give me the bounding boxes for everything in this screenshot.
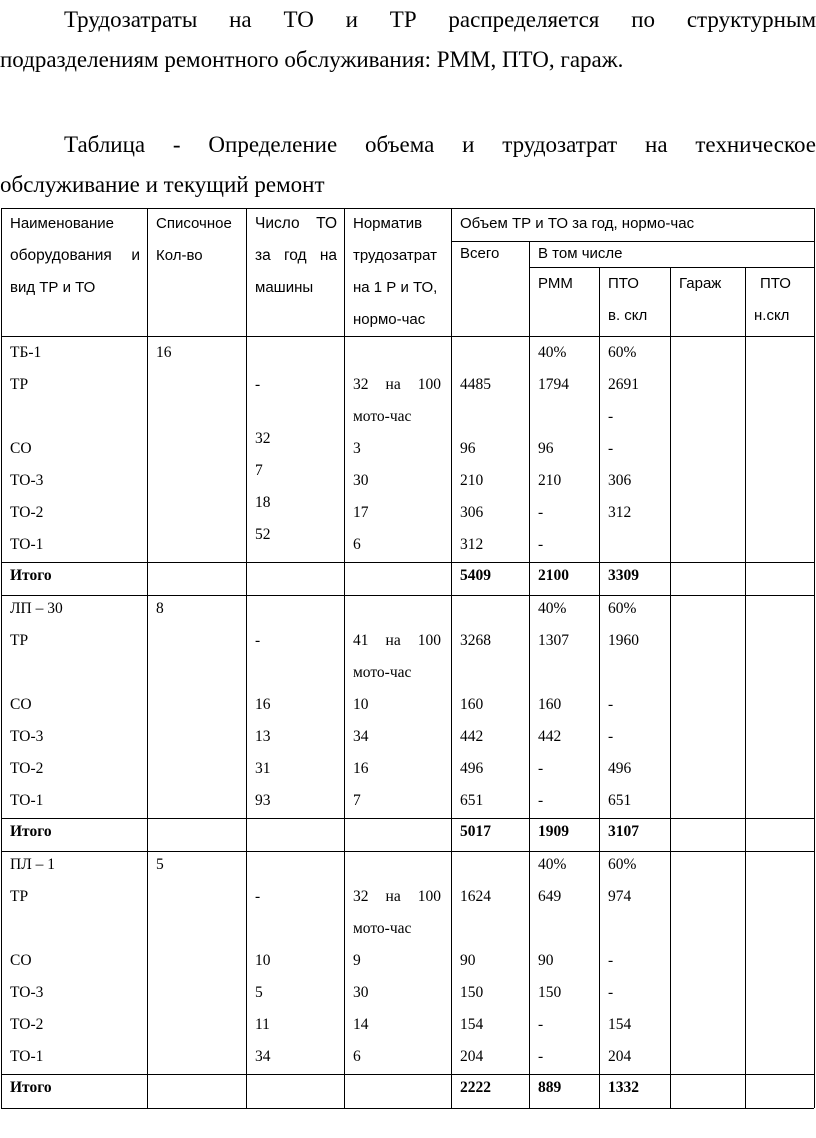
row-norm-2-3: 34 [353,728,369,745]
header-norm-3: на 1 Р и ТО, [353,279,438,296]
row-total-2-2: 160 [460,696,484,713]
row-total-1-2: 96 [460,440,476,457]
row-norm-2-5: 7 [353,792,361,809]
row-number-2-4: 31 [255,760,271,777]
row-rmm-3-3: 90 [538,952,554,969]
row-norm-1-3: 30 [353,472,369,489]
header-divider-volume [451,241,814,242]
row-total-2-3: 442 [460,728,484,745]
row-pto-2-0: 60% [608,600,637,617]
row-total-3-4: 154 [460,1016,484,1033]
row-rmm-2-1: 1307 [538,632,569,649]
row-norm-2-0-word-0: 41 [353,632,369,649]
row-name-1-6: ТО-1 [10,536,44,553]
row-number-2-5: 93 [255,792,271,809]
row-name-3-3: СО [10,952,32,969]
intro-line-2: подразделениям ремонтного обслуживания: РММ, ПТО, гараж. [0,47,624,72]
row-rmm-3-4: 150 [538,984,562,1001]
row-name-3-6: ТО-1 [10,1048,44,1065]
row-name-3-0: ПЛ – 1 [10,856,55,873]
summary-rmm-1: 2100 [538,567,569,584]
header-count-2: Кол-во [156,247,203,264]
row-name-2-3: СО [10,696,32,713]
row-norm-3-2: 9 [353,952,361,969]
row-rmm-2-0: 40% [538,600,567,617]
col-divider-5 [529,241,530,1108]
header-rmm: РММ [538,275,573,292]
row-number-2-2: 16 [255,696,271,713]
row-number-2-3: 13 [255,728,271,745]
row-pto-1-5: 312 [608,504,632,521]
row-norm-1-0-word-2: 100 [417,376,441,393]
row-norm-2-4: 16 [353,760,369,777]
row-name-2-1: ТР [10,632,29,649]
row-pto-3-1: 974 [608,888,632,905]
header-total: Всего [460,245,500,262]
row-rmm-3-1: 649 [538,888,562,905]
col-divider-4 [451,208,452,1108]
summary-total-3: 2222 [460,1079,491,1096]
row-rmm-2-5: - [538,760,544,777]
row-norm-3-0-word-0: 32 [353,888,369,905]
row-rmm-2-3: 160 [538,696,562,713]
row-pto-1-2: - [608,408,614,425]
header-name-1: Наименование [10,215,114,232]
row-norm-1-0-word-0: 32 [353,376,369,393]
row-pto-1-1: 2691 [608,376,639,393]
row-total-3-2: 90 [460,952,476,969]
row-pto-2-1: 1960 [608,632,639,649]
row-rmm-2-4: 442 [538,728,562,745]
row-number-2-0: - [255,632,261,649]
row-number-3-0: - [255,888,261,905]
header-number-2 [255,240,337,272]
header-number-2b: год [283,247,307,264]
row-name-1-0: ТБ-1 [10,344,42,361]
header-number-1 [255,208,337,240]
group-1-summary-top [1,562,814,563]
table-border-bottom [1,1108,814,1109]
row-norm-3-0-word-1: на [385,888,401,905]
summary-label-1: Итого [10,567,52,584]
header-number-1b: ТО [316,215,337,232]
summary-total-2: 5017 [460,823,491,840]
header-norm-2: трудозатрат [353,247,437,264]
row-pto-3-0: 60% [608,856,637,873]
col-divider-8 [745,267,746,1108]
row-total-3-5: 204 [460,1048,484,1065]
row-rmm-1-3: 96 [538,440,554,457]
row-count-3: 5 [156,856,164,873]
row-total-3-0: 1624 [460,888,491,905]
row-norm-1-0-word-1: на [385,376,401,393]
header-name-2a: оборудования [10,247,112,264]
header-garage: Гараж [679,275,722,292]
summary-rmm-2: 1909 [538,823,569,840]
header-name-3: вид ТР и ТО [10,279,96,296]
table-caption-line-2: обслуживание и текущий ремонт [0,172,325,197]
row-norm-2-2: 10 [353,696,369,713]
row-number-1-0: - [255,376,261,393]
row-norm-3-1: мото-час [353,920,412,937]
col-divider-6 [599,267,600,1108]
row-pto-3-3: - [608,952,614,969]
row-rmm-2-6: - [538,792,544,809]
group-3-summary-top [1,1074,814,1075]
header-number-3: машины [255,279,314,296]
row-total-2-0: 3268 [460,632,491,649]
header-including: В том числе [538,245,623,262]
header-bottom [1,336,814,337]
row-norm-3-0 [353,881,441,913]
header-norm-1: Норматив [353,215,423,232]
header-norm-4: нормо-час [353,311,426,328]
row-number-1-5: 52 [255,526,271,543]
col-divider-1 [147,208,148,1108]
group-2-summary-top [1,818,814,819]
table-caption-line-1: Таблица - Определение объема и трудозатрат на техническое [64,132,816,157]
row-rmm-1-0: 40% [538,344,567,361]
row-total-2-5: 651 [460,792,484,809]
table-border-right [814,208,815,1108]
row-name-1-3: СО [10,440,32,457]
row-rmm-3-6: - [538,1048,544,1065]
row-total-1-3: 210 [460,472,484,489]
row-number-3-3: 5 [255,984,263,1001]
row-rmm-3-5: - [538,1016,544,1033]
row-norm-3-3: 30 [353,984,369,1001]
header-pto-v-1: ПТО [608,275,639,292]
header-name-2 [10,240,140,272]
row-name-1-5: ТО-2 [10,504,44,521]
row-rmm-1-6: - [538,536,544,553]
row-name-2-0: ЛП – 30 [10,600,63,617]
row-number-1-3: 7 [255,462,263,479]
row-number-3-5: 34 [255,1048,271,1065]
intro-line-1: Трудозатраты на ТО и ТР распределяется по структурным [64,7,816,32]
group-1-summary-bottom [1,595,814,596]
header-volume: Объем ТР и ТО за год, нормо-час [460,215,695,232]
row-norm-3-0-word-2: 100 [417,888,441,905]
row-pto-2-6: 651 [608,792,632,809]
row-norm-1-5: 6 [353,536,361,553]
row-count-2: 8 [156,600,164,617]
row-norm-1-4: 17 [353,504,369,521]
row-name-2-6: ТО-1 [10,792,44,809]
row-norm-2-0-word-1: на [385,632,401,649]
summary-label-2: Итого [10,823,52,840]
row-name-3-1: ТР [10,888,29,905]
row-norm-3-5: 6 [353,1048,361,1065]
group-2-summary-bottom [1,851,814,852]
summary-total-1: 5409 [460,567,491,584]
row-norm-2-0-word-2: 100 [417,632,441,649]
row-pto-1-0: 60% [608,344,637,361]
row-norm-1-2: 3 [353,440,361,457]
row-pto-2-4: - [608,728,614,745]
row-pto-3-6: 204 [608,1048,632,1065]
header-name-2b: и [131,247,140,264]
header-number-2a: за [255,247,271,264]
row-name-3-4: ТО-3 [10,984,44,1001]
row-number-1-2: 32 [255,430,271,447]
header-count-1: Списочное [156,215,232,232]
row-pto-3-5: 154 [608,1016,632,1033]
row-total-1-5: 312 [460,536,484,553]
row-norm-3-4: 14 [353,1016,369,1033]
row-pto-1-4: 306 [608,472,632,489]
row-name-2-4: ТО-3 [10,728,44,745]
header-pto-v-2: в. скл [608,307,648,324]
row-name-2-5: ТО-2 [10,760,44,777]
row-count-1: 16 [156,344,172,361]
row-rmm-3-0: 40% [538,856,567,873]
row-number-3-2: 10 [255,952,271,969]
row-number-1-4: 18 [255,494,271,511]
row-norm-2-0 [353,625,441,657]
row-total-2-4: 496 [460,760,484,777]
row-total-1-4: 306 [460,504,484,521]
col-divider-2 [246,208,247,1108]
summary-rmm-3: 889 [538,1079,562,1096]
header-number-2c: на [319,247,337,264]
header-pto-n-1: ПТО [760,275,791,292]
summary-pto-2: 3107 [608,823,639,840]
summary-label-3: Итого [10,1079,52,1096]
header-pto-n-2: н.скл [754,307,790,324]
row-rmm-1-4: 210 [538,472,562,489]
row-norm-1-0 [353,369,441,401]
row-norm-1-1: мото-час [353,408,412,425]
row-pto-2-3: - [608,696,614,713]
row-norm-2-1: мото-час [353,664,412,681]
row-name-1-1: ТР [10,376,29,393]
row-rmm-1-5: - [538,504,544,521]
summary-pto-1: 3309 [608,567,639,584]
header-number-1a: Число [255,215,300,232]
summary-pto-3: 1332 [608,1079,639,1096]
col-divider-7 [670,267,671,1108]
row-total-3-3: 150 [460,984,484,1001]
row-total-1-0: 4485 [460,376,491,393]
col-divider-3 [344,208,345,1108]
row-pto-1-3: - [608,440,614,457]
row-number-3-4: 11 [255,1016,270,1033]
table-border-left [1,208,2,1108]
row-pto-2-5: 496 [608,760,632,777]
row-pto-3-4: - [608,984,614,1001]
row-name-1-4: ТО-3 [10,472,44,489]
row-rmm-1-1: 1794 [538,376,569,393]
row-name-3-5: ТО-2 [10,1016,44,1033]
